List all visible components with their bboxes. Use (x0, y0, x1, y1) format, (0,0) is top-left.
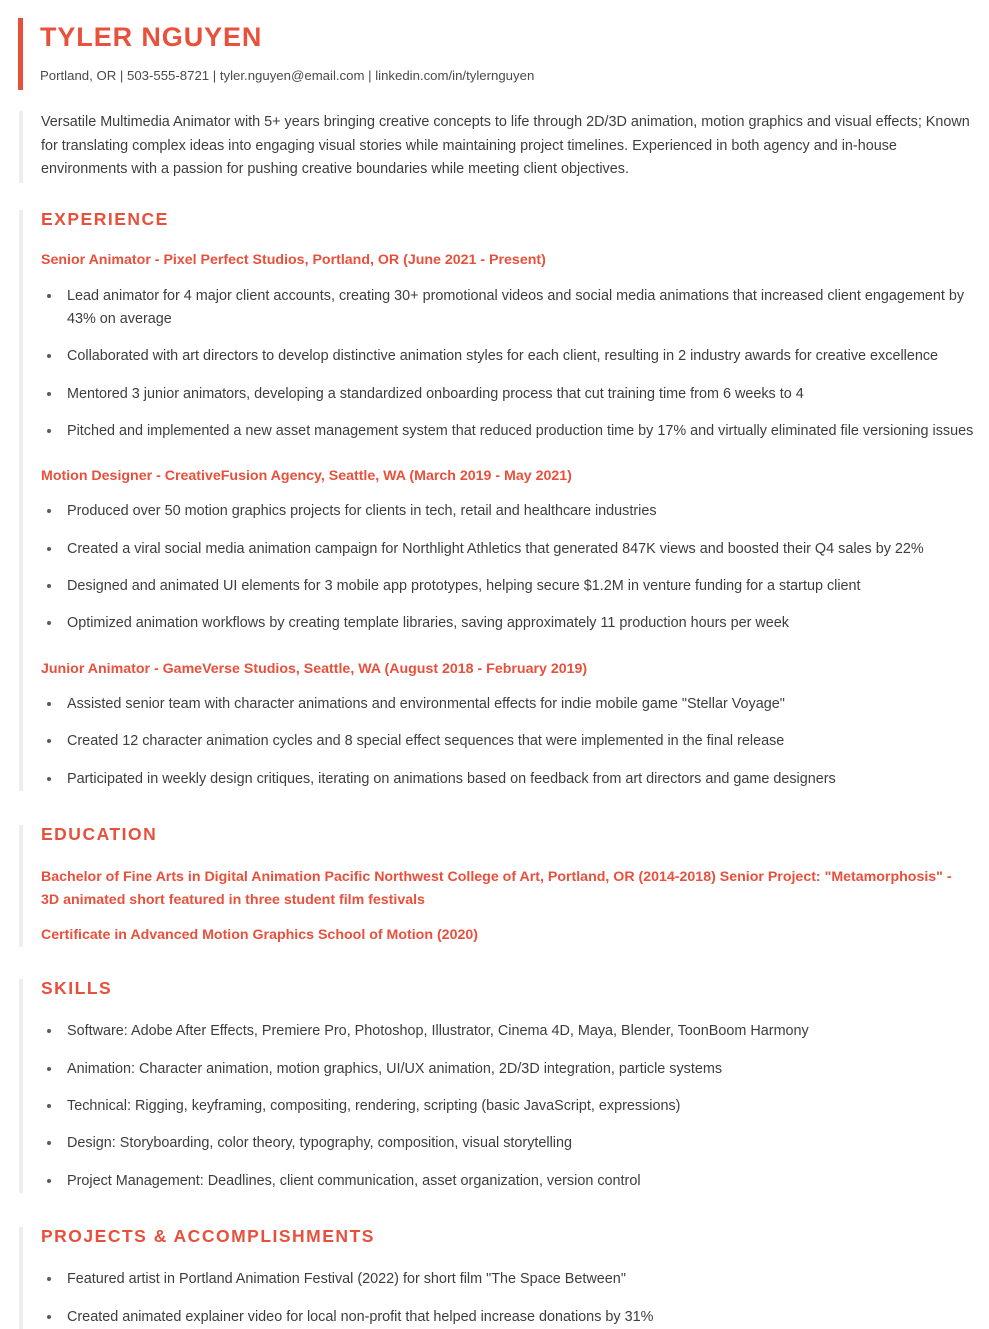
resume-header (18, 18, 989, 90)
job-heading: Junior Animator - GameVerse Studios, Seattle, WA (August 2018 - February 2019) (41, 660, 588, 677)
list-item: Optimized animation workflows by creating template libraries, saving approximately 11 production hours per week (41, 612, 989, 635)
list-item: Project Management: Deadlines, client communication, asset organization, version control (41, 1170, 989, 1193)
job-bullets (41, 693, 989, 791)
job-heading: Senior Animator - Pixel Perfect Studios, Portland, OR (June 2021 - Present) (41, 252, 546, 269)
list-item: Participated in weekly design critiques, iterating on animations based on feedback from art directors and game designers (41, 768, 989, 791)
projects-list (41, 1268, 989, 1329)
list-item: Featured artist in Portland Animation Festival (2022) for short film "The Space Between" (41, 1268, 989, 1291)
skills-section (19, 979, 989, 1193)
list-item: Designed and animated UI elements for 3 mobile app prototypes, helping secure $1.2M in venture funding for a startup client (41, 575, 989, 598)
list-item: Lead animator for 4 major client accounts, creating 30+ promotional videos and social media animations that increased client engagement by 43% on average (41, 285, 989, 332)
education-section (19, 825, 989, 947)
page-title: TYLER NGUYEN (40, 22, 263, 52)
summary-text: Versatile Multimedia Animator with 5+ years bringing creative concepts to life through 2D/3D animation, motion graphics and visual effects; Known for translating complex ideas into engaging visual stories while maintaining project timelines. Experienced in both agency and in-house environments with a passion for pushing creative boundaries while meeting client objectives. (41, 114, 970, 177)
job-bullets (41, 500, 989, 635)
list-item: Technical: Rigging, keyframing, compositing, rendering, scripting (basic JavaScript, expressions) (41, 1095, 989, 1118)
job-bullets (41, 285, 989, 444)
list-item: Assisted senior team with character animations and environmental effects for indie mobile game "Stellar Voyage" (41, 693, 989, 716)
list-item: Created a viral social media animation campaign for Northlight Athletics that generated 847K views and boosted their Q4 sales by 22% (41, 538, 989, 561)
list-item: Mentored 3 junior animators, developing a standardized onboarding process that cut training time from 6 weeks to 4 (41, 383, 989, 406)
list-item: Created 12 character animation cycles and 8 special effect sequences that were implemented in the final release (41, 730, 989, 753)
list-item: Produced over 50 motion graphics projects for clients in tech, retail and healthcare industries (41, 500, 989, 523)
section-heading-education: EDUCATION (41, 823, 158, 844)
list-item: Software: Adobe After Effects, Premiere Pro, Photoshop, Illustrator, Cinema 4D, Maya, Blender, ToonBoom Harmony (41, 1020, 989, 1043)
summary-section (19, 111, 989, 183)
section-heading-experience: EXPERIENCE (41, 209, 169, 230)
projects-section (19, 1227, 989, 1329)
contact-line: Portland, OR | 503-555-8721 | tyler.nguyen@email.com | linkedin.com/in/tylernguyen (40, 68, 535, 84)
list-item: Created animated explainer video for local non-profit that helped increase donations by 31% (41, 1306, 989, 1329)
list-item: Pitched and implemented a new asset management system that reduced production time by 17% and virtually eliminated file versioning issues (41, 420, 989, 443)
list-item: Collaborated with art directors to develop distinctive animation styles for each client, resulting in 2 industry awards for creative excellence (41, 345, 989, 368)
experience-section (19, 210, 989, 791)
list-item: Design: Storyboarding, color theory, typography, composition, visual storytelling (41, 1132, 989, 1155)
section-heading-skills: SKILLS (41, 978, 113, 999)
education-entry: Certificate in Advanced Motion Graphics School of Motion (2020) (41, 927, 478, 944)
education-entry: Bachelor of Fine Arts in Digital Animation Pacific Northwest College of Art, Portland, OR (2014-2018) Senior Project: "Metamorphosis" - 3D animated short featured in three student film festivals (41, 869, 952, 909)
skills-list (41, 1020, 989, 1193)
job-heading: Motion Designer - CreativeFusion Agency, Seattle, WA (March 2019 - May 2021) (41, 468, 572, 485)
list-item: Animation: Character animation, motion graphics, UI/UX animation, 2D/3D integration, particle systems (41, 1058, 989, 1081)
section-heading-projects: PROJECTS & ACCOMPLISHMENTS (41, 1226, 375, 1247)
resume-document (0, 18, 989, 1329)
